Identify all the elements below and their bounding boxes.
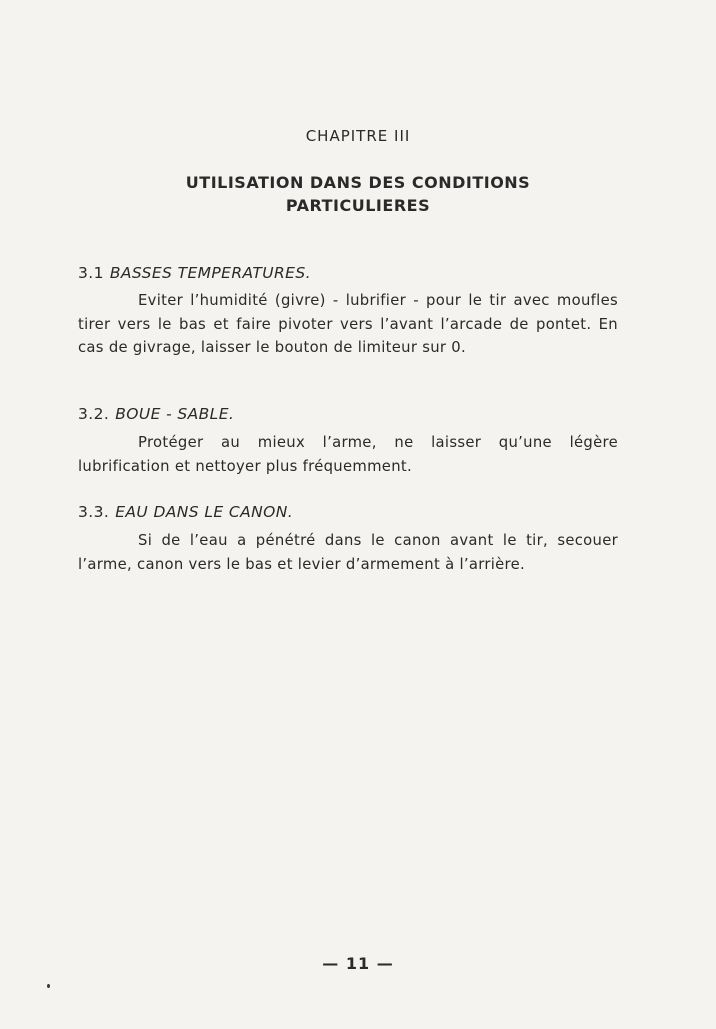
section-heading-3-2 (78, 405, 234, 423)
chapter-heading: CHAPITRE III (305, 127, 411, 145)
section-number: 3.1 (78, 264, 104, 282)
section-name: BASSES TEMPERATURES. (109, 264, 311, 282)
section-paragraph-3-3: Si de l’eau a pénétré dans le canon avant le tir, secouer l’arme, canon vers le bas et levier d’armement à l’arrière. (78, 532, 618, 573)
section-number: 3.3. (78, 503, 110, 521)
section-paragraph-3-2: Protéger au mieux l’arme, ne laisser qu’une légère lubrification et nettoyer plus fréquemment. (78, 434, 618, 475)
section-name: BOUE - SABLE. (115, 405, 235, 423)
page-number: — 11 — (322, 954, 394, 973)
section-heading-3-1 (78, 264, 311, 282)
section-number: 3.2. (78, 405, 110, 423)
section-paragraph-3-1: Eviter l’humidité (givre) - lubrifier - pour le tir avec moufles tirer vers le bas et faire pivoter vers l’avant l’arcade de pontet. En cas de givrage, laisser le bouton de limiteur sur 0. (78, 292, 618, 356)
chapter-title (0, 171, 716, 217)
section-name: EAU DANS LE CANON. (115, 503, 294, 521)
chapter-title-line-2: PARTICULIERES (285, 196, 431, 215)
section-heading-3-3 (78, 503, 293, 521)
chapter-title-line-1: UTILISATION DANS DES CONDITIONS (185, 173, 531, 192)
print-speck (47, 984, 50, 988)
